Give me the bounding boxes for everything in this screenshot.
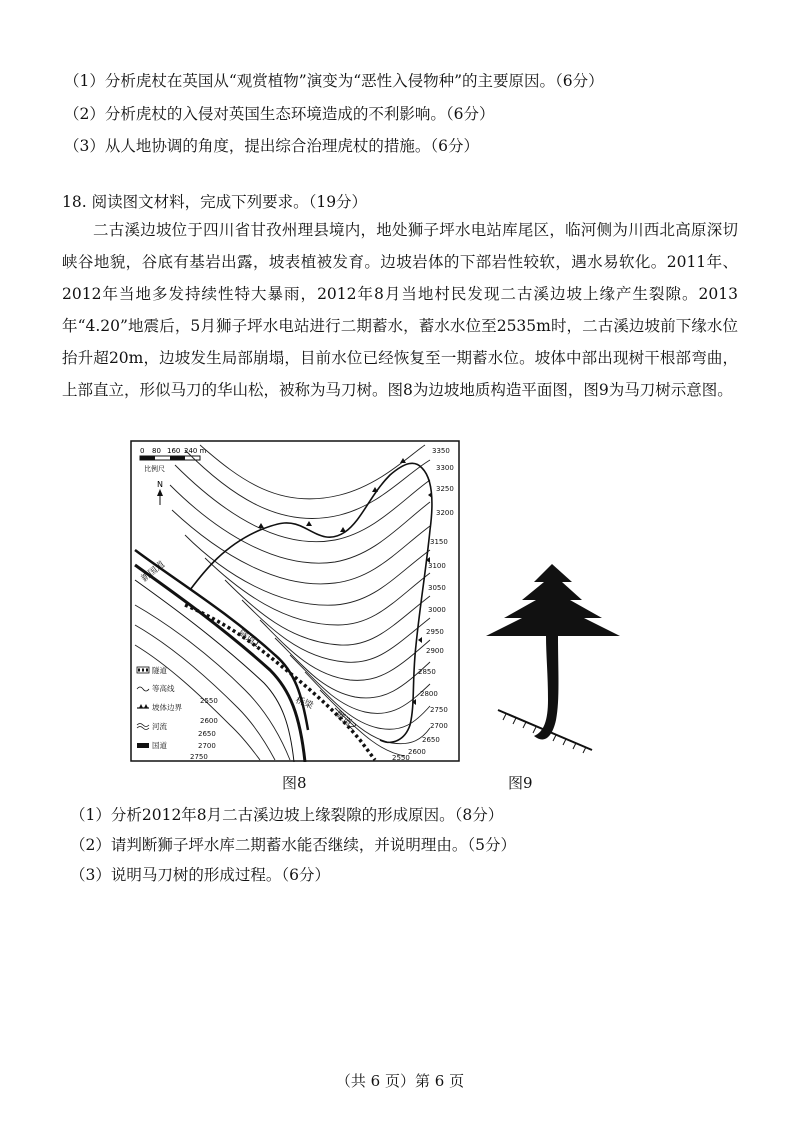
scale-tick-0: 0 [140,447,145,455]
figure-9-saber-tree [462,560,652,760]
svg-text:2650: 2650 [422,736,440,744]
slope-hatching [503,714,586,753]
svg-text:2600: 2600 [408,748,426,756]
svg-text:2700: 2700 [430,722,448,730]
page-footer: （共 6 页）第 6 页 [335,1072,465,1090]
svg-text:2800: 2800 [420,690,438,698]
question-18-material [62,214,738,406]
svg-text:2700: 2700 [198,742,216,750]
question-17-3: （3）从人地协调的角度，提出综合治理虎杖的措施。（6分） [64,137,479,155]
question-18-heading: 18. 阅读图文材料，完成下列要求。（19分） [62,193,368,211]
scale-tick-240: 240 m [184,447,207,455]
figure-9-caption: 图9 [508,774,533,792]
svg-text:2600: 2600 [200,717,218,725]
slope-surface [498,710,592,750]
saber-tree-svg [462,560,652,760]
figure-8-caption: 图8 [282,774,307,792]
scale-tick-160: 160 [167,447,181,455]
svg-text:3300: 3300 [436,464,454,472]
svg-text:3200: 3200 [436,509,454,517]
label-road: 新国道 [139,559,168,585]
geology-map-svg [130,440,460,762]
material-paragraph: 二古溪边坡位于四川省甘孜州理县境内，地处狮子坪水电站库尾区，临河侧为川西北高原深切峡谷地貌，谷底有基岩出露，坡表植被发育。边坡岩体的下部岩性较软，遇水易软化。2011年、2012年当地多发持续性特大暴雨，2012年8月当地村民发现二古溪边坡上缘产生裂隙。2013年“4.20”地震后，5月狮子坪水电站进行二期蓄水，蓄水水位至2535m时，二古溪边坡前下缘水位抬升超20m，边坡发生局部崩塌，目前水位已经恢复至一期蓄水位。坡体中部出现树干根部弯曲，上部直立，形似马刀的华山松，被称为马刀树。图8为边坡地质构造平面图，图9为马刀树示意图。 [62,221,738,399]
north-label: N [157,480,163,489]
question-17-2: （2）分析虎杖的入侵对英国生态环境造成的不利影响。（6分） [64,105,495,123]
svg-text:3000: 3000 [428,606,446,614]
svg-text:3150: 3150 [430,538,448,546]
svg-text:2850: 2850 [418,668,436,676]
label-tunnel1: 隧道1 [236,628,262,651]
legend-river: 河流 [152,722,167,731]
question-18-1: （1）分析2012年8月二古溪边坡上缘裂隙的形成原因。（8分） [70,806,504,824]
svg-text:3100: 3100 [428,562,446,570]
legend-national-road: 国道 [152,741,167,750]
legend-tunnel: 隧道 [152,666,167,675]
svg-text:2750: 2750 [430,706,448,714]
question-17-1: （1）分析虎杖在英国从“观赏植物”演变为“恶性入侵物种”的主要原因。（6分） [64,72,604,90]
question-18-3: （3）说明马刀树的形成过程。（6分） [70,866,330,884]
label-bridge: 桥梁 [293,695,315,712]
scale-tick-80: 80 [152,447,161,455]
legend-contour: 等高线 [152,684,175,693]
svg-text:2750: 2750 [190,753,208,761]
label-tunnel2: 隧道2 [333,709,358,733]
svg-text:2950: 2950 [426,628,444,636]
svg-text:2900: 2900 [426,647,444,655]
scale-label: 比例尺 [144,465,165,473]
question-18-2: （2）请判断狮子坪水库二期蓄水能否继续，并说明理由。（5分） [70,836,516,854]
legend-slope-boundary: 坡体边界 [152,703,182,712]
svg-text:3250: 3250 [436,485,454,493]
svg-text:3350: 3350 [432,447,450,455]
svg-text:2550: 2550 [200,697,218,705]
svg-text:2550: 2550 [392,754,410,762]
svg-text:3050: 3050 [428,584,446,592]
tree-trunk [534,636,559,739]
tree-crown [486,564,620,636]
figure-8-map [130,440,460,762]
svg-text:2650: 2650 [198,730,216,738]
